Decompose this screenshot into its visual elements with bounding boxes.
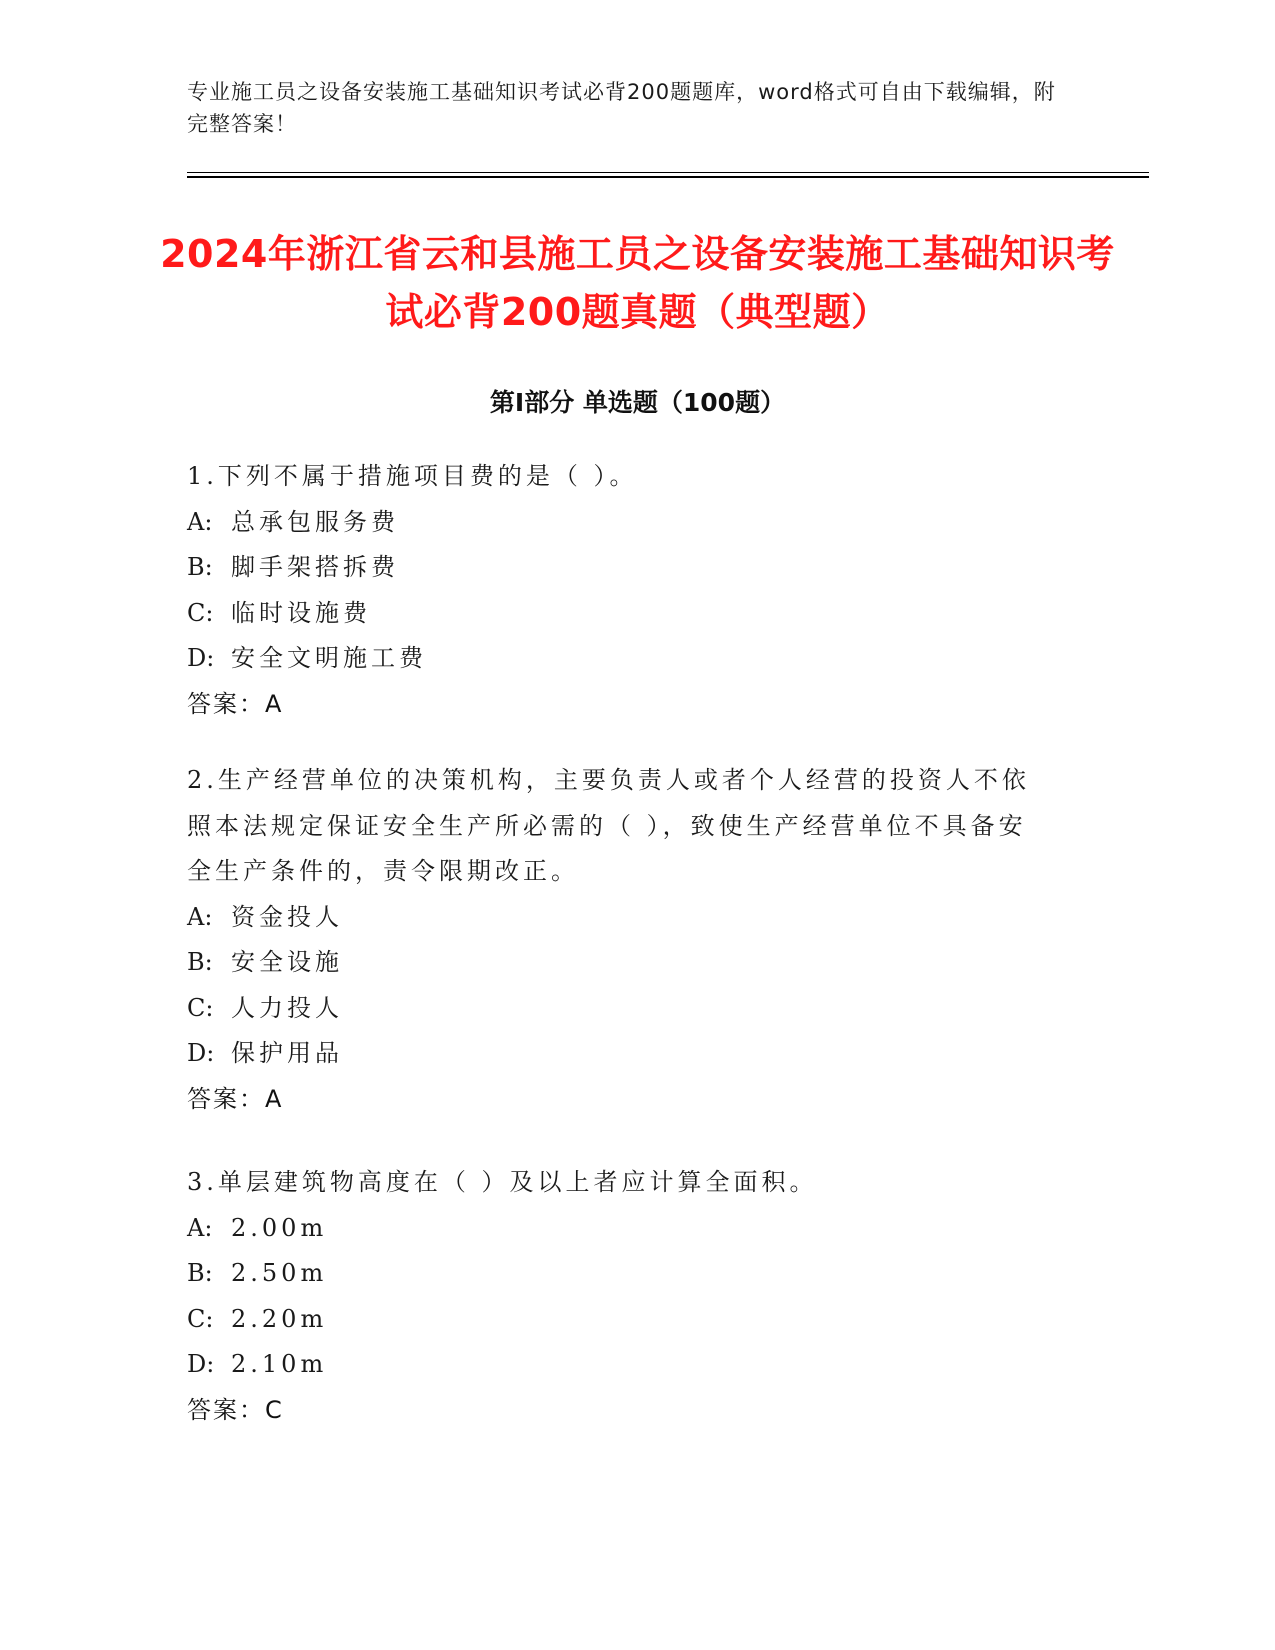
option-b: [187, 1251, 1067, 1297]
option-label: D:: [187, 1039, 215, 1067]
option-c: [187, 1297, 1067, 1343]
option-label: A:: [187, 1213, 213, 1242]
document-title: 2024年浙江省云和县施工员之设备安装施工基础知识考试必背200题真题（典型题）: [160, 232, 1115, 334]
option-c: [187, 986, 1067, 1032]
option-label: C:: [187, 598, 214, 627]
header-note: 专业施工员之设备安装施工基础知识考试必背200题题库，word格式可自由下载编辑，附完整答案！: [187, 80, 1056, 136]
header-divider-thin: [187, 172, 1149, 173]
option-label: D:: [187, 1350, 215, 1378]
option-text: 2.10m: [231, 1350, 328, 1378]
option-text: 脚手架搭拆费: [231, 553, 399, 581]
option-text: 2.00m: [231, 1213, 328, 1242]
question-stem: 1.下列不属于措施项目费的是（ ）。: [187, 462, 638, 490]
answer-value: C: [265, 1395, 282, 1424]
answer-value: A: [265, 1084, 282, 1113]
answer-label: 答案：: [187, 689, 265, 718]
option-text: 资金投人: [231, 902, 343, 931]
option-d: [187, 1342, 1067, 1388]
question-stem: 3.单层建筑物高度在（ ）及以上者应计算全面积。: [187, 1168, 818, 1196]
option-a: [187, 895, 1067, 941]
option-text: 安全设施: [231, 948, 343, 976]
answer-label: 答案：: [187, 1084, 265, 1113]
option-label: C:: [187, 993, 214, 1022]
question-stem-line-1: 2.生产经营单位的决策机构，主要负责人或者个人经营的投资人不依: [187, 766, 1030, 794]
option-text: 总承包服务费: [231, 507, 399, 536]
question-1: [187, 454, 1067, 727]
option-text: 安全文明施工费: [231, 644, 427, 672]
option-c: [187, 591, 1067, 637]
option-label: B:: [187, 553, 213, 581]
option-d: [187, 636, 1067, 682]
option-a: [187, 1206, 1067, 1252]
question-stem-line-3: 全生产条件的，责令限期改正。: [187, 857, 579, 885]
section-title: 第I部分 单选题（100题）: [489, 388, 786, 417]
answer-line: [187, 1388, 1067, 1434]
option-label: D:: [187, 644, 215, 672]
option-text: 人力投人: [231, 993, 343, 1022]
option-label: B:: [187, 948, 213, 976]
question-2: [187, 758, 1067, 1122]
option-label: A:: [187, 507, 213, 536]
question-stem-line-2: 照本法规定保证安全生产所必需的（ ），致使生产经营单位不具备安: [187, 811, 1027, 840]
option-text: 2.50m: [231, 1259, 328, 1287]
answer-line: [187, 682, 1067, 728]
option-label: A:: [187, 902, 213, 931]
answer-value: A: [265, 689, 282, 718]
answer-line: [187, 1077, 1067, 1123]
option-b: [187, 940, 1067, 986]
question-3: [187, 1160, 1067, 1433]
option-d: [187, 1031, 1067, 1077]
option-a: [187, 500, 1067, 546]
option-label: C:: [187, 1304, 214, 1333]
answer-label: 答案：: [187, 1395, 265, 1424]
option-text: 2.20m: [231, 1304, 328, 1333]
option-b: [187, 545, 1067, 591]
option-label: B:: [187, 1259, 213, 1287]
option-text: 保护用品: [231, 1039, 343, 1067]
option-text: 临时设施费: [231, 598, 371, 627]
header-divider-thick: [187, 176, 1149, 178]
